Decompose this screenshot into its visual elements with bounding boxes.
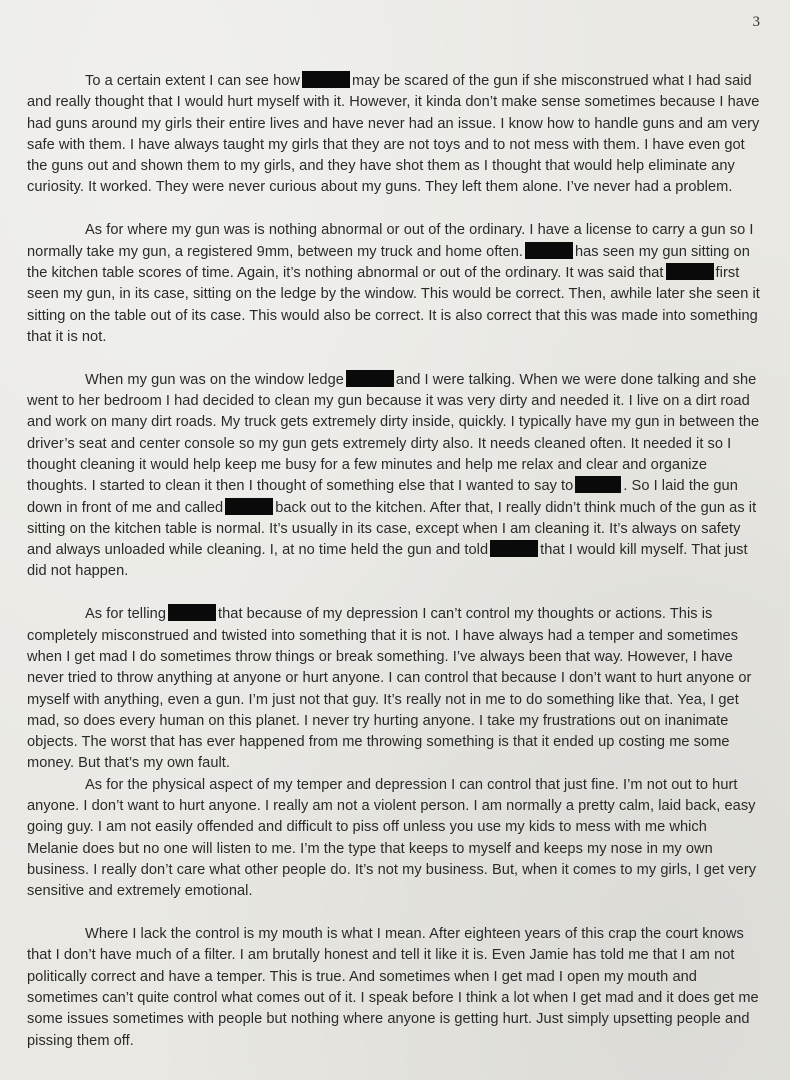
paragraph-gun-location: [27, 220, 762, 348]
redaction-bar: [225, 498, 273, 515]
redaction-bar: [575, 476, 621, 493]
document-body: [27, 71, 762, 1073]
redaction-bar: [525, 242, 573, 259]
redaction-bar: [666, 263, 714, 280]
paragraph-text: . So I laid the gun down in front of me and called: [27, 478, 738, 516]
paragraph-text: may be scared of the gun if she misconstrued what I had said and really thought that I would hurt myself with it. However, it kinda don’t make sense sometimes because I have had guns around my girls their entire lives and have never had an issue. I know how to handle guns and am very safe with them. I have always taught my girls that they are not toys and to not mess with them. I have even got the guns out and shown them to my girls, and they have shot them as I thought that would help eliminate any curiosity. It worked. They were never curious about my guns. They left them alone. I’ve never had a problem.: [27, 73, 760, 196]
paragraph-mouth-control: [27, 924, 762, 1052]
redaction-bar: [168, 604, 216, 621]
paragraph-text: When my gun was on the window ledge: [85, 371, 344, 388]
paragraph-temper: [27, 604, 762, 774]
paragraph-text: first seen my gun, in its case, sitting on the ledge by the window. This would be correct. Then, awhile later she seen it sitting on the table out of its case. This would also be correct. It is also correct that this was made into something that it is not.: [27, 264, 760, 345]
paragraph-text: back out to the kitchen. After that, I really didn’t think much of the gun as it sitting on the kitchen table is normal. It’s usually in its case, except when I am cleaning it. It’s always on safety and always unloaded while cleaning. I, at no time held the gun and told: [27, 499, 757, 559]
paragraph-text: As for the physical aspect of my temper and depression I can control that just fine. I’m not out to hurt anyone. I don’t want to hurt anyone. I really am not a violent person. I am normally a pretty calm, laid back, easy going guy. I am not easily offended and difficult to piss off unless you use my kids to mess with me which Melanie does but no one will listen to me. I’m the type that keeps to myself and keeps my nose in my own business. I really don’t care what other people do. It’s not my business. But, when it comes to my girls, I get very sensitive and extremely emotional.: [27, 776, 757, 900]
redaction-bar: [346, 370, 394, 387]
paragraph-text: has seen my gun sitting on the kitchen table scores of time. Again, it’s nothing abnormal or out of the ordinary. It was said that: [27, 243, 750, 281]
paragraph-text: and I were talking. When we were done talking and she went to her bedroom I had decided to clean my gun because it was very dirty and needed it. I live on a dirt road and work on many dirt roads. My truck gets extremely dirty inside, quickly. I typically have my gun in between the driver’s seat and center console so my gun gets extremely dirty also. It needs cleaned often. It needed it so I thought cleaning it would help keep me busy for a few minutes and help me relax and clear and organize thoughts. I started to clean it then I thought of something else that I wanted to say to: [27, 371, 760, 495]
paragraph-text: As for where my gun was is nothing abnormal or out of the ordinary. I have a license to carry a gun so I normally take my gun, a registered 9mm, between my truck and home often.: [27, 222, 754, 260]
paragraph-window-ledge: [27, 370, 762, 583]
paragraph-physical-aspect: [27, 775, 762, 903]
paragraph-text: Where I lack the control is my mouth is what I mean. After eighteen years of this crap the court knows that I don’t have much of a filter. I am brutally honest and tell it like it is. Even Jamie has told me that I am not politically correct and have a temper. This is true. And sometimes when I get mad I open my mouth and sometimes can’t quite control what comes out of it. I speak before I think a lot when I get mad and it does get me some issues sometimes with people but nothing where anyone is getting hurt. Just simply upsetting people and pissing them off.: [27, 926, 759, 1049]
redaction-bar: [302, 71, 350, 88]
page-number: 3: [752, 14, 760, 30]
paragraph-text: that I would kill myself. That just did not happen.: [27, 542, 748, 580]
paragraph-text: that because of my depression I can’t control my thoughts or actions. This is completely misconstrued and twisted into something that it is not. I have always had a temper and sometimes when I get mad I do sometimes throw things or break something. I’ve always been that way. However, I have never tried to throw anything at anyone or hurt anyone. I can control that because I don’t want to hurt anyone or myself with anything, even a gun. I’m just not that guy. It’s really not in me to do something like that. Yea, I get mad, so does every human on this planet. I never try hurting anyone. I take my frustrations out on inanimate objects. The worst that has ever happened from me throwing something is that it ended up costing me some money. But that’s my own fault.: [27, 606, 752, 772]
paragraph-text: As for telling: [85, 606, 167, 623]
redaction-bar: [490, 540, 538, 557]
paragraph-text: To a certain extent I can see how: [85, 73, 301, 89]
paragraph-gun-safety: [27, 71, 762, 199]
